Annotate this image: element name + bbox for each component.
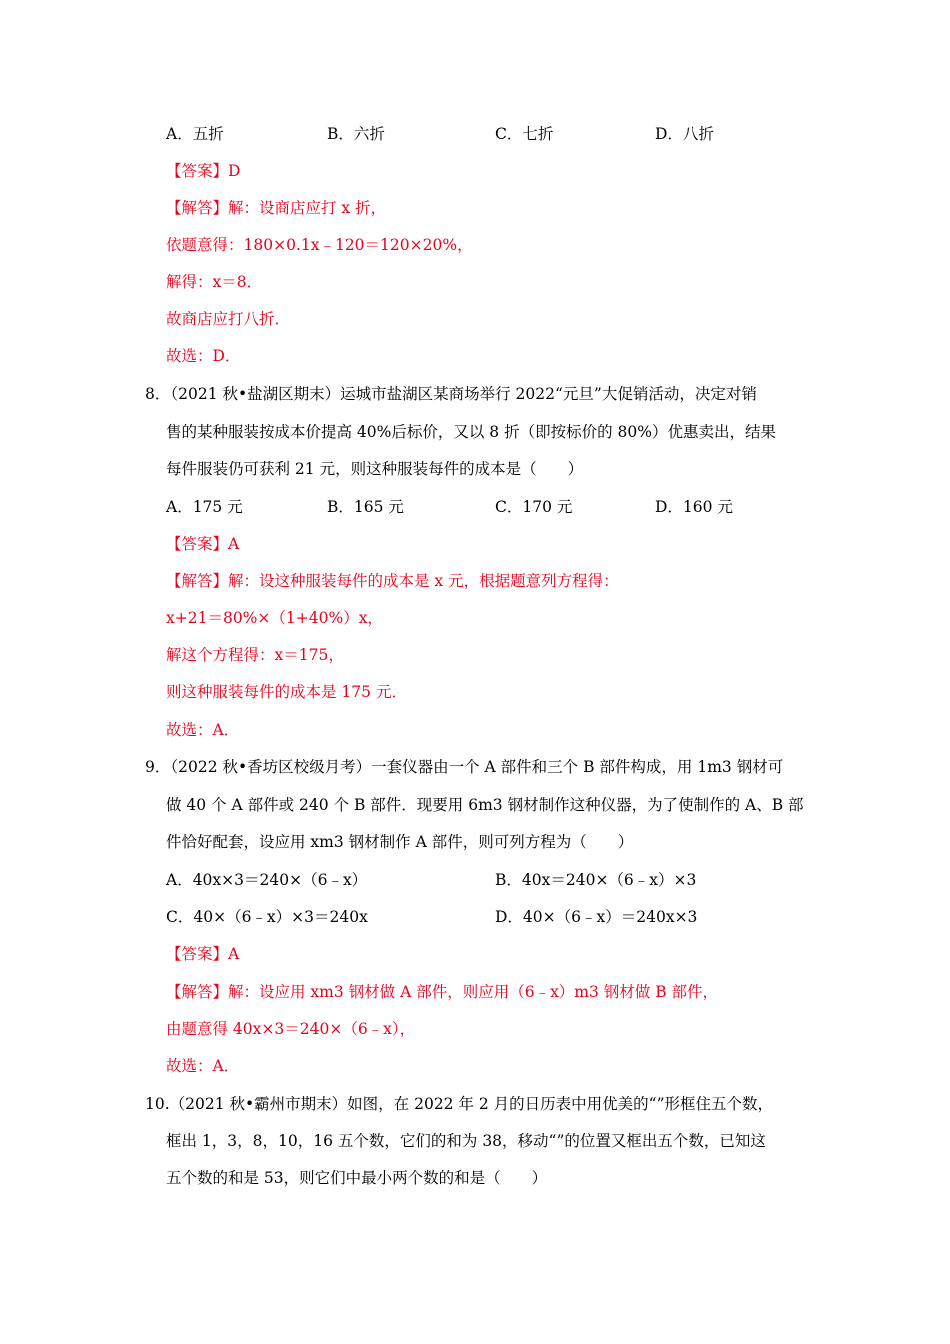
q8-option-d: D．160 元 (655, 498, 733, 516)
q10-stem-line: 框出 1，3，8，10，16 五个数，它们的和为 38，移动“”的位置又框出五个数，已知这 (166, 1132, 766, 1150)
q8-stem-line: 每件服装仍可获利 21 元，则这种服装每件的成本是（ ） (166, 460, 584, 478)
q7-option-d: D．八折 (655, 125, 714, 143)
q7-solution-line: 【解答】解：设商店应打 x 折， (166, 199, 387, 217)
q8-stem-line: 8．（2021 秋•盐湖区期末）运城市盐湖区某商场举行 2022“元旦”大促销活动，决定对销 (145, 385, 757, 403)
q10-stem-line: 10.（2021 秋•霸州市期末）如图，在 2022 年 2 月的日历表中用优美的“”形框住五个数， (145, 1095, 774, 1113)
q9-stem-line: 9．（2022 秋•香坊区校级月考）一套仪器由一个 A 部件和三个 B 部件构成，用 1m3 钢材可 (145, 758, 784, 776)
q9-solution-line: 故选：A． (166, 1057, 240, 1075)
q8-solution-line: 【解答】解：设这种服装每件的成本是 x 元，根据题意列方程得： (166, 572, 619, 590)
q7-solution-line: 故选：D． (166, 347, 241, 365)
q9-stem-line: 做 40 个 A 部件或 240 个 B 部件．现要用 6m3 钢材制作这种仪器，为了使制作的 A、B 部 (166, 796, 804, 814)
q7-option-b: B．六折 (327, 125, 385, 143)
q7-solution-line: 依题意得：180×0.1x﹣120＝120×20%， (166, 236, 473, 254)
q8-solution-line: 故选：A． (166, 721, 240, 739)
q8-solution-line: 则这种服装每件的成本是 175 元． (166, 683, 407, 701)
q8-answer: 【答案】A (166, 535, 240, 553)
q8-option-a: A．175 元 (166, 498, 243, 516)
q9-stem-line: 件恰好配套，设应用 xm3 钢材制作 A 部件，则可列方程为（ ） (166, 833, 634, 851)
q9-solution-line: 【解答】解：设应用 xm3 钢材做 A 部件，则应用（6﹣x）m3 钢材做 B 部件， (166, 983, 719, 1001)
q8-solution-line: x+21＝80%×（1+40%）x， (166, 609, 383, 627)
q9-solution-line: 由题意得 40x×3＝240×（6﹣x）， (166, 1020, 416, 1038)
q9-option-d: D．40×（6﹣x）＝240x×3 (495, 908, 698, 926)
q10-stem-line: 五个数的和是 53，则它们中最小两个数的和是（ ） (166, 1169, 548, 1187)
q9-answer: 【答案】A (166, 945, 240, 963)
q9-option-a: A．40x×3＝240×（6﹣x） (166, 871, 368, 889)
q7-solution-line: 故商店应打八折． (166, 310, 291, 328)
q8-solution-line: 解这个方程得：x＝175， (166, 646, 344, 664)
q8-stem-line: 售的某种服装按成本价提高 40%后标价，又以 8 折（即按标价的 80%）优惠卖出，结果 (166, 423, 776, 441)
q8-option-c: C．170 元 (495, 498, 573, 516)
q7-option-c: C．七折 (495, 125, 554, 143)
q9-option-c: C．40×（6﹣x）×3＝240x (166, 908, 368, 926)
q9-option-b: B．40x＝240×（6﹣x）×3 (495, 871, 697, 889)
q7-option-a: A．五折 (166, 125, 224, 143)
q7-solution-line: 解得：x＝8． (166, 273, 263, 291)
q8-option-b: B．165 元 (327, 498, 404, 516)
q7-answer: 【答案】D (166, 162, 241, 180)
